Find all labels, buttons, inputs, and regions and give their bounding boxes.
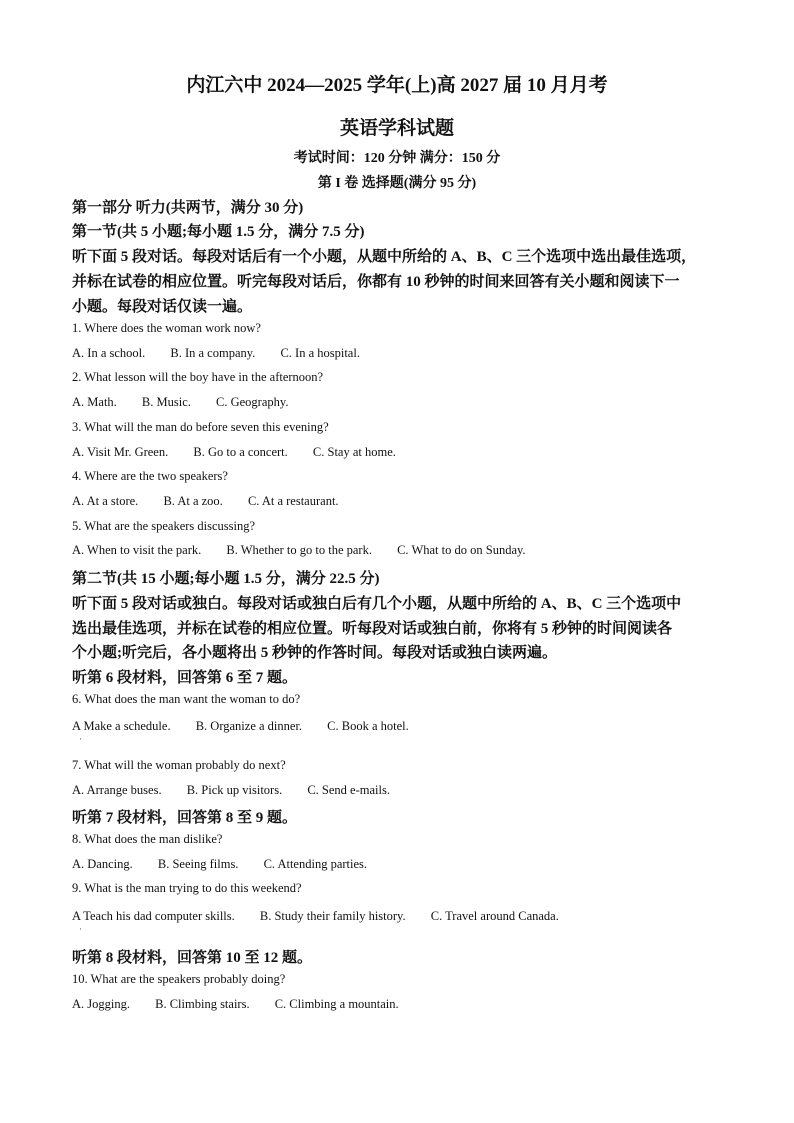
section1-heading: 第一节(共 5 小题;每小题 1.5 分，满分 7.5 分) [72,224,365,240]
material-6-heading: 听第 6 段材料，回答第 6 至 7 题。 [72,670,298,686]
option-b: B. Pick up visitors. [186,783,283,797]
section2-instruction-line: 选出最佳选项，并标在试卷的相应位置。听每段对话或独白前，你将有 5 秒钟的时间阅读各 [72,621,673,637]
part1-heading: 第一部分 听力(共两节，满分 30 分) [72,200,304,216]
option-a: A. Dancing. [72,857,133,871]
question-10: 10. What are the speakers probably doing? [72,972,286,986]
section2-instruction-line: 个小题;听完后，各小题将出 5 秒钟的作答时间。每段对话或独白读两遍。 [72,645,557,661]
option-c: C. Attending parties. [263,857,368,871]
option-b: B. Music. [141,395,191,409]
option-b: B. Study their family history. [259,909,406,923]
option-c: C. Book a hotel. [327,719,409,733]
question-1: 1. Where does the woman work now? [72,321,261,335]
option-c: C. At a restaurant. [247,494,339,508]
option-c: C. Climbing a mountain. [274,997,399,1011]
question-8-options [72,857,367,872]
option-c: C. Stay at home. [312,445,396,459]
option-b: B. Climbing stairs. [155,997,250,1011]
question-6-options [72,719,409,734]
exam-title: 内江六中 2024—2025 学年(上)高 2027 届 10 月月考 [186,75,608,96]
option-c: C. Travel around Canada. [430,909,559,923]
section1-instruction-line: 小题。每段对话仅读一遍。 [72,299,253,315]
option-b: B. Go to a concert. [193,445,288,459]
question-7-options [72,783,390,798]
question-6: 6. What does the man want the woman to do? [72,692,301,706]
question-7: 7. What will the woman probably do next? [72,758,286,772]
question-8: 8. What does the man dislike? [72,832,223,846]
option-c: C. Send e-mails. [307,783,390,797]
option-b: B. In a company. [170,346,256,360]
scan-mark: · [79,924,82,934]
option-b: B. At a zoo. [163,494,223,508]
question-3: 3. What will the man do before seven this evening? [72,420,329,434]
section2-instruction-line: 听下面 5 段对话或独白。每段对话或独白后有几个小题，从题中所给的 A、B、C 三个选项中 [72,596,682,612]
material-8-heading: 听第 8 段材料，回答第 10 至 12 题。 [72,950,313,966]
option-a: A. Jogging. [72,997,130,1011]
section1-instruction-line: 听下面 5 段对话。每段对话后有一个小题，从题中所给的 A、B、C 三个选项中选出最佳选项， [72,249,697,265]
section2-heading: 第二节(共 15 小题;每小题 1.5 分，满分 22.5 分) [72,571,380,587]
option-b: B. Seeing films. [157,857,239,871]
question-9-options [72,909,559,924]
question-2-options [72,395,288,410]
option-a: A Make a schedule. [72,719,171,733]
exam-info: 考试时间：120 分钟 满分：150 分 [293,151,501,166]
option-b: B. Organize a dinner. [195,719,303,733]
option-c: C. In a hospital. [280,346,360,360]
question-10-options [72,997,399,1012]
option-a: A Teach his dad computer skills. [72,909,235,923]
option-a: A. Math. [72,395,117,409]
option-c: C. What to do on Sunday. [397,543,526,557]
question-5-options [72,543,526,558]
option-a: A. At a store. [72,494,139,508]
question-3-options [72,445,396,460]
question-4-options [72,494,339,509]
volume-heading: 第 I 卷 选择题(满分 95 分) [317,176,477,191]
question-5: 5. What are the speakers discussing? [72,519,256,533]
question-4: 4. Where are the two speakers? [72,469,228,483]
option-a: A. In a school. [72,346,146,360]
option-c: C. Geography. [216,395,289,409]
question-2: 2. What lesson will the boy have in the afternoon? [72,370,324,384]
section1-instruction-line: 并标在试卷的相应位置。听完每段对话后，你都有 10 秒钟的时间来回答有关小题和阅读下一 [72,274,680,290]
option-a: A. Arrange buses. [72,783,162,797]
question-9: 9. What is the man trying to do this weekend? [72,881,302,895]
option-a: A. When to visit the park. [72,543,202,557]
option-b: B. Whether to go to the park. [226,543,372,557]
subject-title: 英语学科试题 [339,118,454,139]
scan-mark: · [79,734,82,744]
question-1-options [72,346,360,361]
option-a: A. Visit Mr. Green. [72,445,169,459]
material-7-heading: 听第 7 段材料，回答第 8 至 9 题。 [72,810,298,826]
